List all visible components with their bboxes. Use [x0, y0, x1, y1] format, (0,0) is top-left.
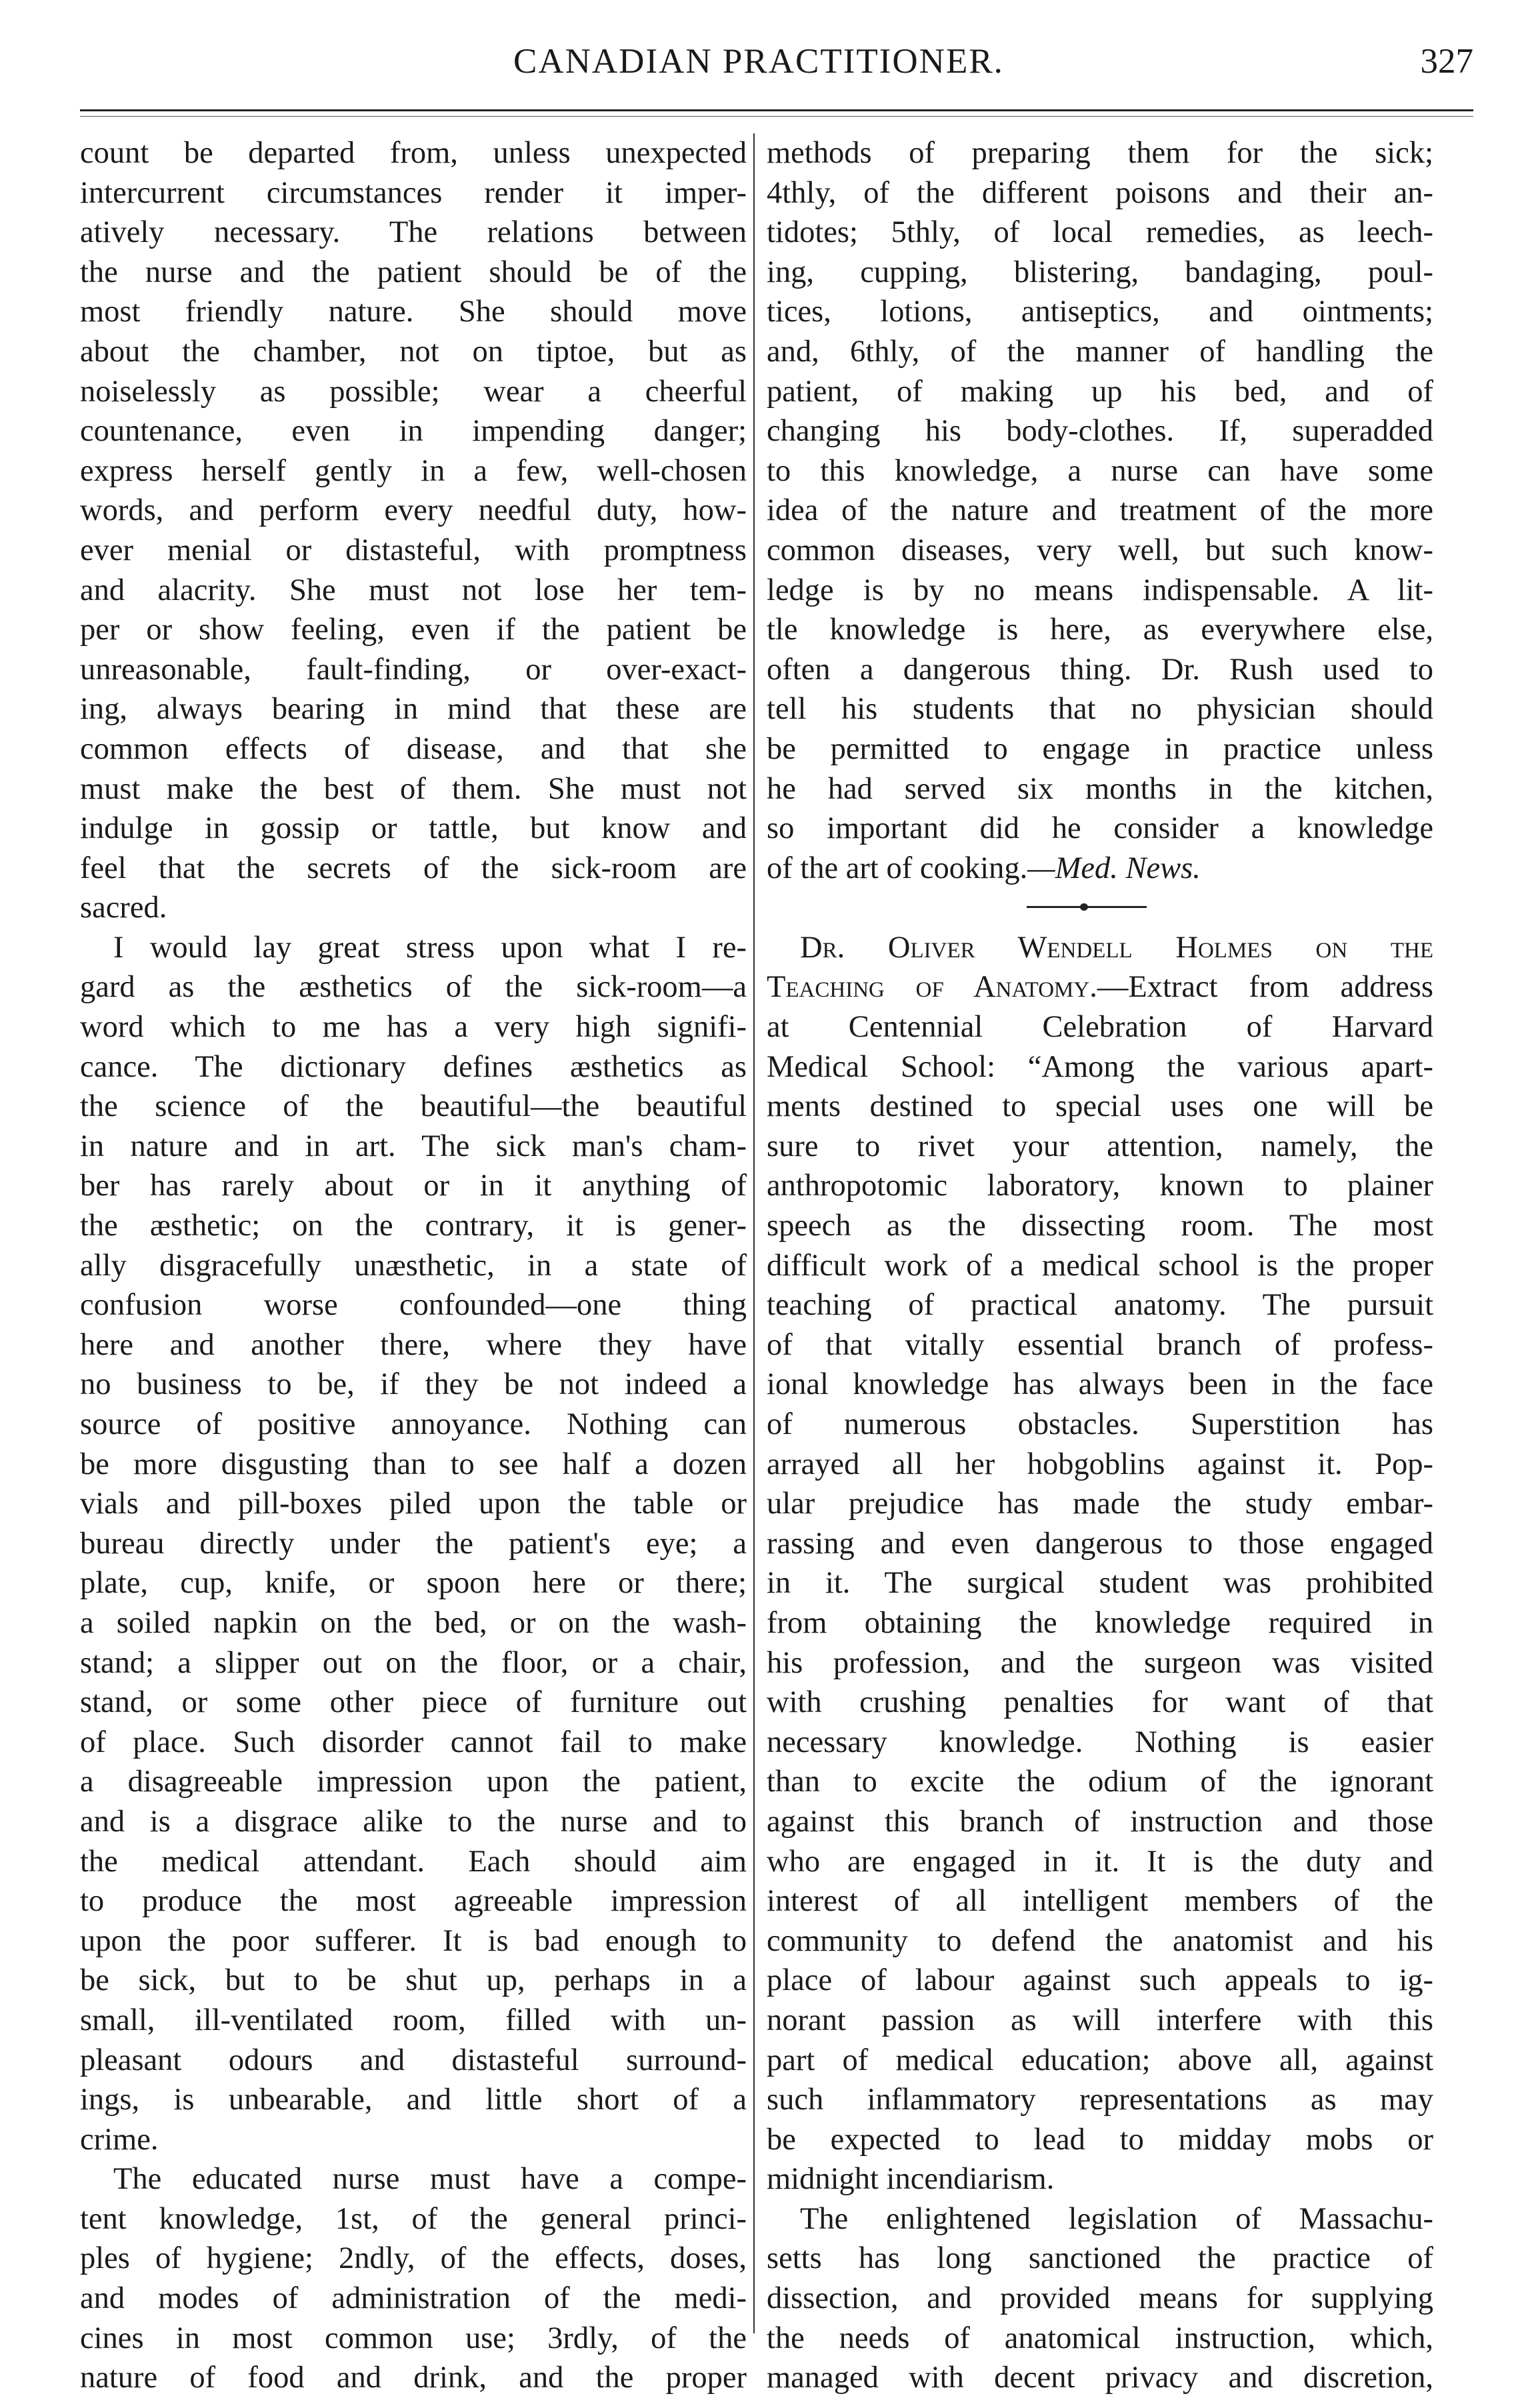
line-text: interest of all intelligent members of the [767, 1884, 1433, 1919]
line-text: to produce the most agreeable impression [80, 1884, 747, 1919]
text-line [80, 1762, 747, 1802]
line-text: sure to rivet your attention, namely, the [767, 1129, 1433, 1163]
text-line [80, 2358, 747, 2398]
line-text: with crushing penalties for want of that [767, 1685, 1433, 1720]
text-line [80, 451, 747, 491]
line-text: midnight incendiarism. [767, 2162, 1055, 2197]
right-column [767, 133, 1433, 2395]
text-line [767, 1445, 1433, 1485]
text-line [80, 849, 747, 889]
line-text: be expected to lead to midday mobs or [767, 2122, 1433, 2157]
line-text: a soiled napkin on the bed, or on the wash- [80, 1605, 747, 1640]
line-text: the needs of anatomical instruction, which, [767, 2321, 1433, 2355]
line-text: atively necessary. The relations between [80, 215, 747, 250]
text-line [80, 2159, 747, 2199]
line-text: word which to me has a very high signifi- [80, 1010, 747, 1045]
line-text: be permitted to engage in practice unless [767, 731, 1433, 766]
text-line [767, 2239, 1433, 2279]
text-line [767, 2199, 1433, 2239]
text-line [80, 372, 747, 412]
line-text: The educated nurse must have a compe- [113, 2162, 747, 2197]
line-text: at Centennial Celebration of Harvard [767, 1010, 1433, 1045]
section-separator [767, 888, 1433, 928]
text-line [80, 133, 747, 173]
line-text: —Extract from address [1097, 970, 1433, 1005]
text-line [767, 2279, 1433, 2319]
text-line [767, 1563, 1433, 1603]
line-text: vials and pill-boxes piled upon the table or [80, 1487, 747, 1521]
line-text: must make the best of them. She must not [80, 771, 747, 806]
text-line [767, 2001, 1433, 2041]
line-text: from obtaining the knowledge required in [767, 1605, 1433, 1640]
text-line [767, 2159, 1433, 2199]
article-heading: Dr. Oliver Wendell Holmes on the [800, 930, 1433, 965]
line-text: cance. The dictionary defines æsthetics as [80, 1049, 747, 1084]
text-line [767, 491, 1433, 531]
article-heading: Teaching of Anatomy. [767, 970, 1097, 1005]
text-line [80, 1087, 747, 1127]
line-text: and, 6thly, of the manner of handling the [767, 334, 1433, 369]
line-text: of numerous obstacles. Superstition has [767, 1407, 1433, 1441]
text-line [767, 253, 1433, 293]
text-line [767, 1405, 1433, 1445]
line-text: the nurse and the patient should be of the [80, 255, 747, 289]
text-line [80, 1285, 747, 1325]
text-line [80, 1723, 747, 1763]
line-text: ings, is unbearable, and little short of a [80, 2083, 747, 2117]
line-text: the science of the beautiful—the beautiful [80, 1089, 747, 1124]
line-text: here and another there, where they have [80, 1327, 747, 1362]
text-line [80, 292, 747, 332]
line-text: countenance, even in impending danger; [80, 414, 747, 449]
line-text: confusion worse confounded—one thing [80, 1288, 747, 1323]
line-text: common effects of disease, and that she [80, 731, 747, 766]
text-line [767, 1881, 1433, 1921]
line-text: unreasonable, fault-finding, or over-exact- [80, 652, 747, 687]
text-line [80, 809, 747, 849]
text-line [767, 1842, 1433, 1882]
text-line [767, 650, 1433, 690]
line-text: stand, or some other piece of furniture out [80, 1685, 747, 1720]
line-text: idea of the nature and treatment of the more [767, 493, 1433, 528]
text-line [767, 1961, 1433, 2001]
line-text: ional knowledge has always been in the face [767, 1367, 1433, 1402]
text-line [80, 1683, 747, 1723]
citation: —Med. News. [1027, 851, 1201, 885]
line-text: against this branch of instruction and those [767, 1804, 1433, 1839]
text-line [80, 769, 747, 809]
line-text: tidotes; 5thly, of local remedies, as leech- [767, 215, 1433, 250]
text-line [80, 1881, 747, 1921]
line-text: upon the poor sufferer. It is bad enough to [80, 1923, 747, 1958]
text-line [80, 729, 747, 769]
column-divider [753, 133, 755, 2333]
text-line [767, 1683, 1433, 1723]
text-line [80, 1047, 747, 1087]
text-line [80, 571, 747, 611]
left-column [80, 133, 747, 2395]
line-text: and modes of administration of the medi- [80, 2281, 747, 2316]
text-line [80, 1802, 747, 1842]
text-line [80, 253, 747, 293]
text-line [767, 1246, 1433, 1286]
text-line [767, 809, 1433, 849]
text-line [767, 928, 1433, 968]
text-line [80, 967, 747, 1007]
line-text: than to excite the odium of the ignorant [767, 1765, 1433, 1799]
line-text: often a dangerous thing. Dr. Rush used to [767, 652, 1433, 687]
page-number: 327 [1420, 42, 1473, 81]
text-line [80, 531, 747, 571]
text-line [767, 2041, 1433, 2081]
line-text: of that vitally essential branch of profess- [767, 1327, 1433, 1362]
line-text: ally disgracefully unæsthetic, in a state of [80, 1248, 747, 1283]
text-line [767, 2319, 1433, 2359]
text-line [767, 1524, 1433, 1564]
header-rule [80, 109, 1473, 111]
text-line [80, 1445, 747, 1485]
line-text: indulge in gossip or tattle, but know and [80, 811, 747, 846]
line-text: so important did he consider a knowledge [767, 811, 1433, 846]
text-line [767, 173, 1433, 213]
text-line [767, 1723, 1433, 1763]
text-line [767, 729, 1433, 769]
line-text: dissection, and provided means for supplying [767, 2281, 1433, 2316]
text-line [767, 1087, 1433, 1127]
text-line [80, 610, 747, 650]
text-line [80, 1603, 747, 1643]
text-line [80, 689, 747, 729]
line-text: bureau directly under the patient's eye; a [80, 1526, 747, 1561]
line-text: pleasant odours and distasteful surround- [80, 2043, 747, 2077]
text-line [767, 1643, 1433, 1683]
line-text: norant passion as will interfere with this [767, 2003, 1433, 2037]
text-line [80, 2041, 747, 2081]
text-line [80, 1325, 747, 1365]
text-line [80, 1405, 747, 1445]
text-line [80, 928, 747, 968]
line-text: and is a disgrace alike to the nurse and to [80, 1804, 747, 1839]
text-line [767, 1325, 1433, 1365]
text-line [80, 2120, 747, 2160]
line-text: Medical School: “Among the various apart- [767, 1049, 1433, 1084]
text-line [80, 1365, 747, 1405]
line-text: part of medical education; above all, against [767, 2043, 1433, 2077]
text-line [80, 1921, 747, 1961]
text-line [767, 2358, 1433, 2398]
text-line [767, 2080, 1433, 2120]
text-line [767, 531, 1433, 571]
text-line [80, 1842, 747, 1882]
line-text: in it. The surgical student was prohibited [767, 1566, 1433, 1601]
text-line [80, 1961, 747, 2001]
line-text: most friendly nature. She should move [80, 295, 747, 329]
text-line [80, 2319, 747, 2359]
line-text: feel that the secrets of the sick-room are [80, 851, 747, 885]
line-text: plate, cup, knife, or spoon here or there; [80, 1566, 747, 1601]
text-line [767, 1127, 1433, 1167]
line-text: rassing and even dangerous to those engaged [767, 1526, 1433, 1561]
line-text: such inflammatory representations as may [767, 2083, 1433, 2117]
line-text: of place. Such disorder cannot fail to make [80, 1725, 747, 1759]
text-line [767, 1285, 1433, 1325]
text-line [767, 967, 1433, 1007]
line-text: arrayed all her hobgoblins against it. Pop- [767, 1447, 1433, 1481]
running-head: CANADIAN PRACTITIONER. [513, 42, 1004, 81]
text-line [767, 332, 1433, 372]
text-line [80, 2239, 747, 2279]
text-line [767, 451, 1433, 491]
header-rule-secondary [80, 116, 1473, 117]
line-text: ples of hygiene; 2ndly, of the effects, doses, [80, 2241, 747, 2276]
line-text: of the art of cooking. [767, 851, 1028, 885]
line-text: the æsthetic; on the contrary, it is gener- [80, 1209, 747, 1243]
line-text: tent knowledge, 1st, of the general princi- [80, 2201, 747, 2236]
line-text: count be departed from, unless unexpected [80, 136, 747, 170]
text-line [767, 2120, 1433, 2160]
line-text: ledge is by no means indispensable. A lit- [767, 573, 1433, 607]
text-line [80, 1166, 747, 1206]
text-line [80, 2199, 747, 2239]
line-text: tices, lotions, antiseptics, and ointments; [767, 295, 1433, 329]
line-text: be more disgusting than to see half a dozen [80, 1447, 747, 1481]
text-line [80, 2279, 747, 2319]
text-line [80, 213, 747, 253]
text-line [80, 2001, 747, 2041]
line-text: per or show feeling, even if the patient be [80, 613, 747, 647]
line-text: gard as the æsthetics of the sick-room—a [80, 970, 747, 1005]
line-text: the medical attendant. Each should aim [80, 1844, 747, 1879]
text-line [767, 571, 1433, 611]
text-line [767, 769, 1433, 809]
text-line [80, 491, 747, 531]
line-text: intercurrent circumstances render it imper- [80, 175, 747, 210]
line-text: source of positive annoyance. Nothing can [80, 1407, 747, 1441]
text-line [80, 2080, 747, 2120]
text-line [767, 213, 1433, 253]
line-text: common diseases, very well, but such know- [767, 533, 1433, 567]
line-text: managed with decent privacy and discretion, [767, 2361, 1433, 2395]
text-line [80, 1524, 747, 1564]
text-line [80, 1563, 747, 1603]
line-text: I would lay great stress upon what I re- [113, 930, 747, 965]
line-text: be sick, but to be shut up, perhaps in a [80, 1963, 747, 1998]
text-line [767, 610, 1433, 650]
line-text: ular prejudice has made the study embar- [767, 1487, 1433, 1521]
line-text: about the chamber, not on tiptoe, but as [80, 334, 747, 369]
line-text: sacred. [80, 891, 167, 925]
text-line [767, 1007, 1433, 1047]
text-line [767, 1166, 1433, 1206]
line-text: to this knowledge, a nurse can have some [767, 453, 1433, 488]
line-text: ber has rarely about or in it anything of [80, 1169, 747, 1203]
line-text: a disagreeable impression upon the patient, [80, 1765, 747, 1799]
text-line [767, 1484, 1433, 1524]
text-line [80, 173, 747, 213]
line-text: anthropotomic laboratory, known to plainer [767, 1169, 1433, 1203]
text-line [767, 1047, 1433, 1087]
line-text: ever menial or distasteful, with promptness [80, 533, 747, 567]
line-text: tell his students that no physician should [767, 692, 1433, 727]
line-text: changing his body-clothes. If, superadded [767, 414, 1433, 449]
text-line [767, 849, 1433, 889]
line-text: no business to be, if they be not indeed a [80, 1367, 747, 1402]
text-line [80, 888, 747, 928]
line-text: 4thly, of the different poisons and their an- [767, 175, 1433, 210]
text-line [767, 372, 1433, 412]
text-line [80, 1484, 747, 1524]
line-text: difficult work of a medical school is the proper [767, 1248, 1433, 1283]
text-line [80, 1127, 747, 1167]
line-text: words, and perform every needful duty, how- [80, 493, 747, 528]
text-line [767, 1206, 1433, 1246]
line-text: place of labour against such appeals to ig- [767, 1963, 1433, 1998]
text-line [80, 1206, 747, 1246]
line-text: speech as the dissecting room. The most [767, 1209, 1433, 1243]
line-text: in nature and in art. The sick man's cham- [80, 1129, 747, 1163]
text-line [80, 650, 747, 690]
line-text: patient, of making up his bed, and of [767, 374, 1433, 409]
page-header [80, 41, 1473, 108]
text-line [767, 689, 1433, 729]
text-line [767, 1802, 1433, 1842]
line-text: The enlightened legislation of Massachu- [800, 2201, 1433, 2236]
line-text: nature of food and drink, and the proper [80, 2361, 747, 2395]
line-text: and alacrity. She must not lose her tem- [80, 573, 747, 607]
line-text: noiselessly as possible; wear a cheerful [80, 374, 747, 409]
line-text: stand; a slipper out on the floor, or a chair, [80, 1645, 747, 1680]
line-text: setts has long sanctioned the practice of [767, 2241, 1433, 2276]
line-text: his profession, and the surgeon was visited [767, 1645, 1433, 1680]
line-text: tle knowledge is here, as everywhere else, [767, 613, 1433, 647]
line-text: crime. [80, 2122, 159, 2157]
text-line [80, 332, 747, 372]
text-line [80, 411, 747, 451]
line-text: methods of preparing them for the sick; [767, 136, 1433, 170]
text-line [80, 1643, 747, 1683]
line-text: who are engaged in it. It is the duty and [767, 1844, 1433, 1879]
line-text: express herself gently in a few, well-chosen [80, 453, 747, 488]
text-line [767, 1921, 1433, 1961]
text-line [80, 1246, 747, 1286]
text-line [767, 133, 1433, 173]
text-line [767, 292, 1433, 332]
text-line [767, 1603, 1433, 1643]
line-text: cines in most common use; 3rdly, of the [80, 2321, 747, 2355]
line-text: community to defend the anatomist and his [767, 1923, 1433, 1958]
text-line [767, 411, 1433, 451]
text-line [80, 1007, 747, 1047]
line-text: ing, always bearing in mind that these are [80, 692, 747, 727]
line-text: ing, cupping, blistering, bandaging, poul- [767, 255, 1433, 289]
line-text: teaching of practical anatomy. The pursuit [767, 1288, 1433, 1323]
line-text: small, ill-ventilated room, filled with un- [80, 2003, 747, 2037]
text-line [767, 1365, 1433, 1405]
line-text: he had served six months in the kitchen, [767, 771, 1433, 806]
line-text: ments destined to special uses one will be [767, 1089, 1433, 1124]
text-line [767, 1762, 1433, 1802]
line-text: necessary knowledge. Nothing is easier [767, 1725, 1433, 1759]
